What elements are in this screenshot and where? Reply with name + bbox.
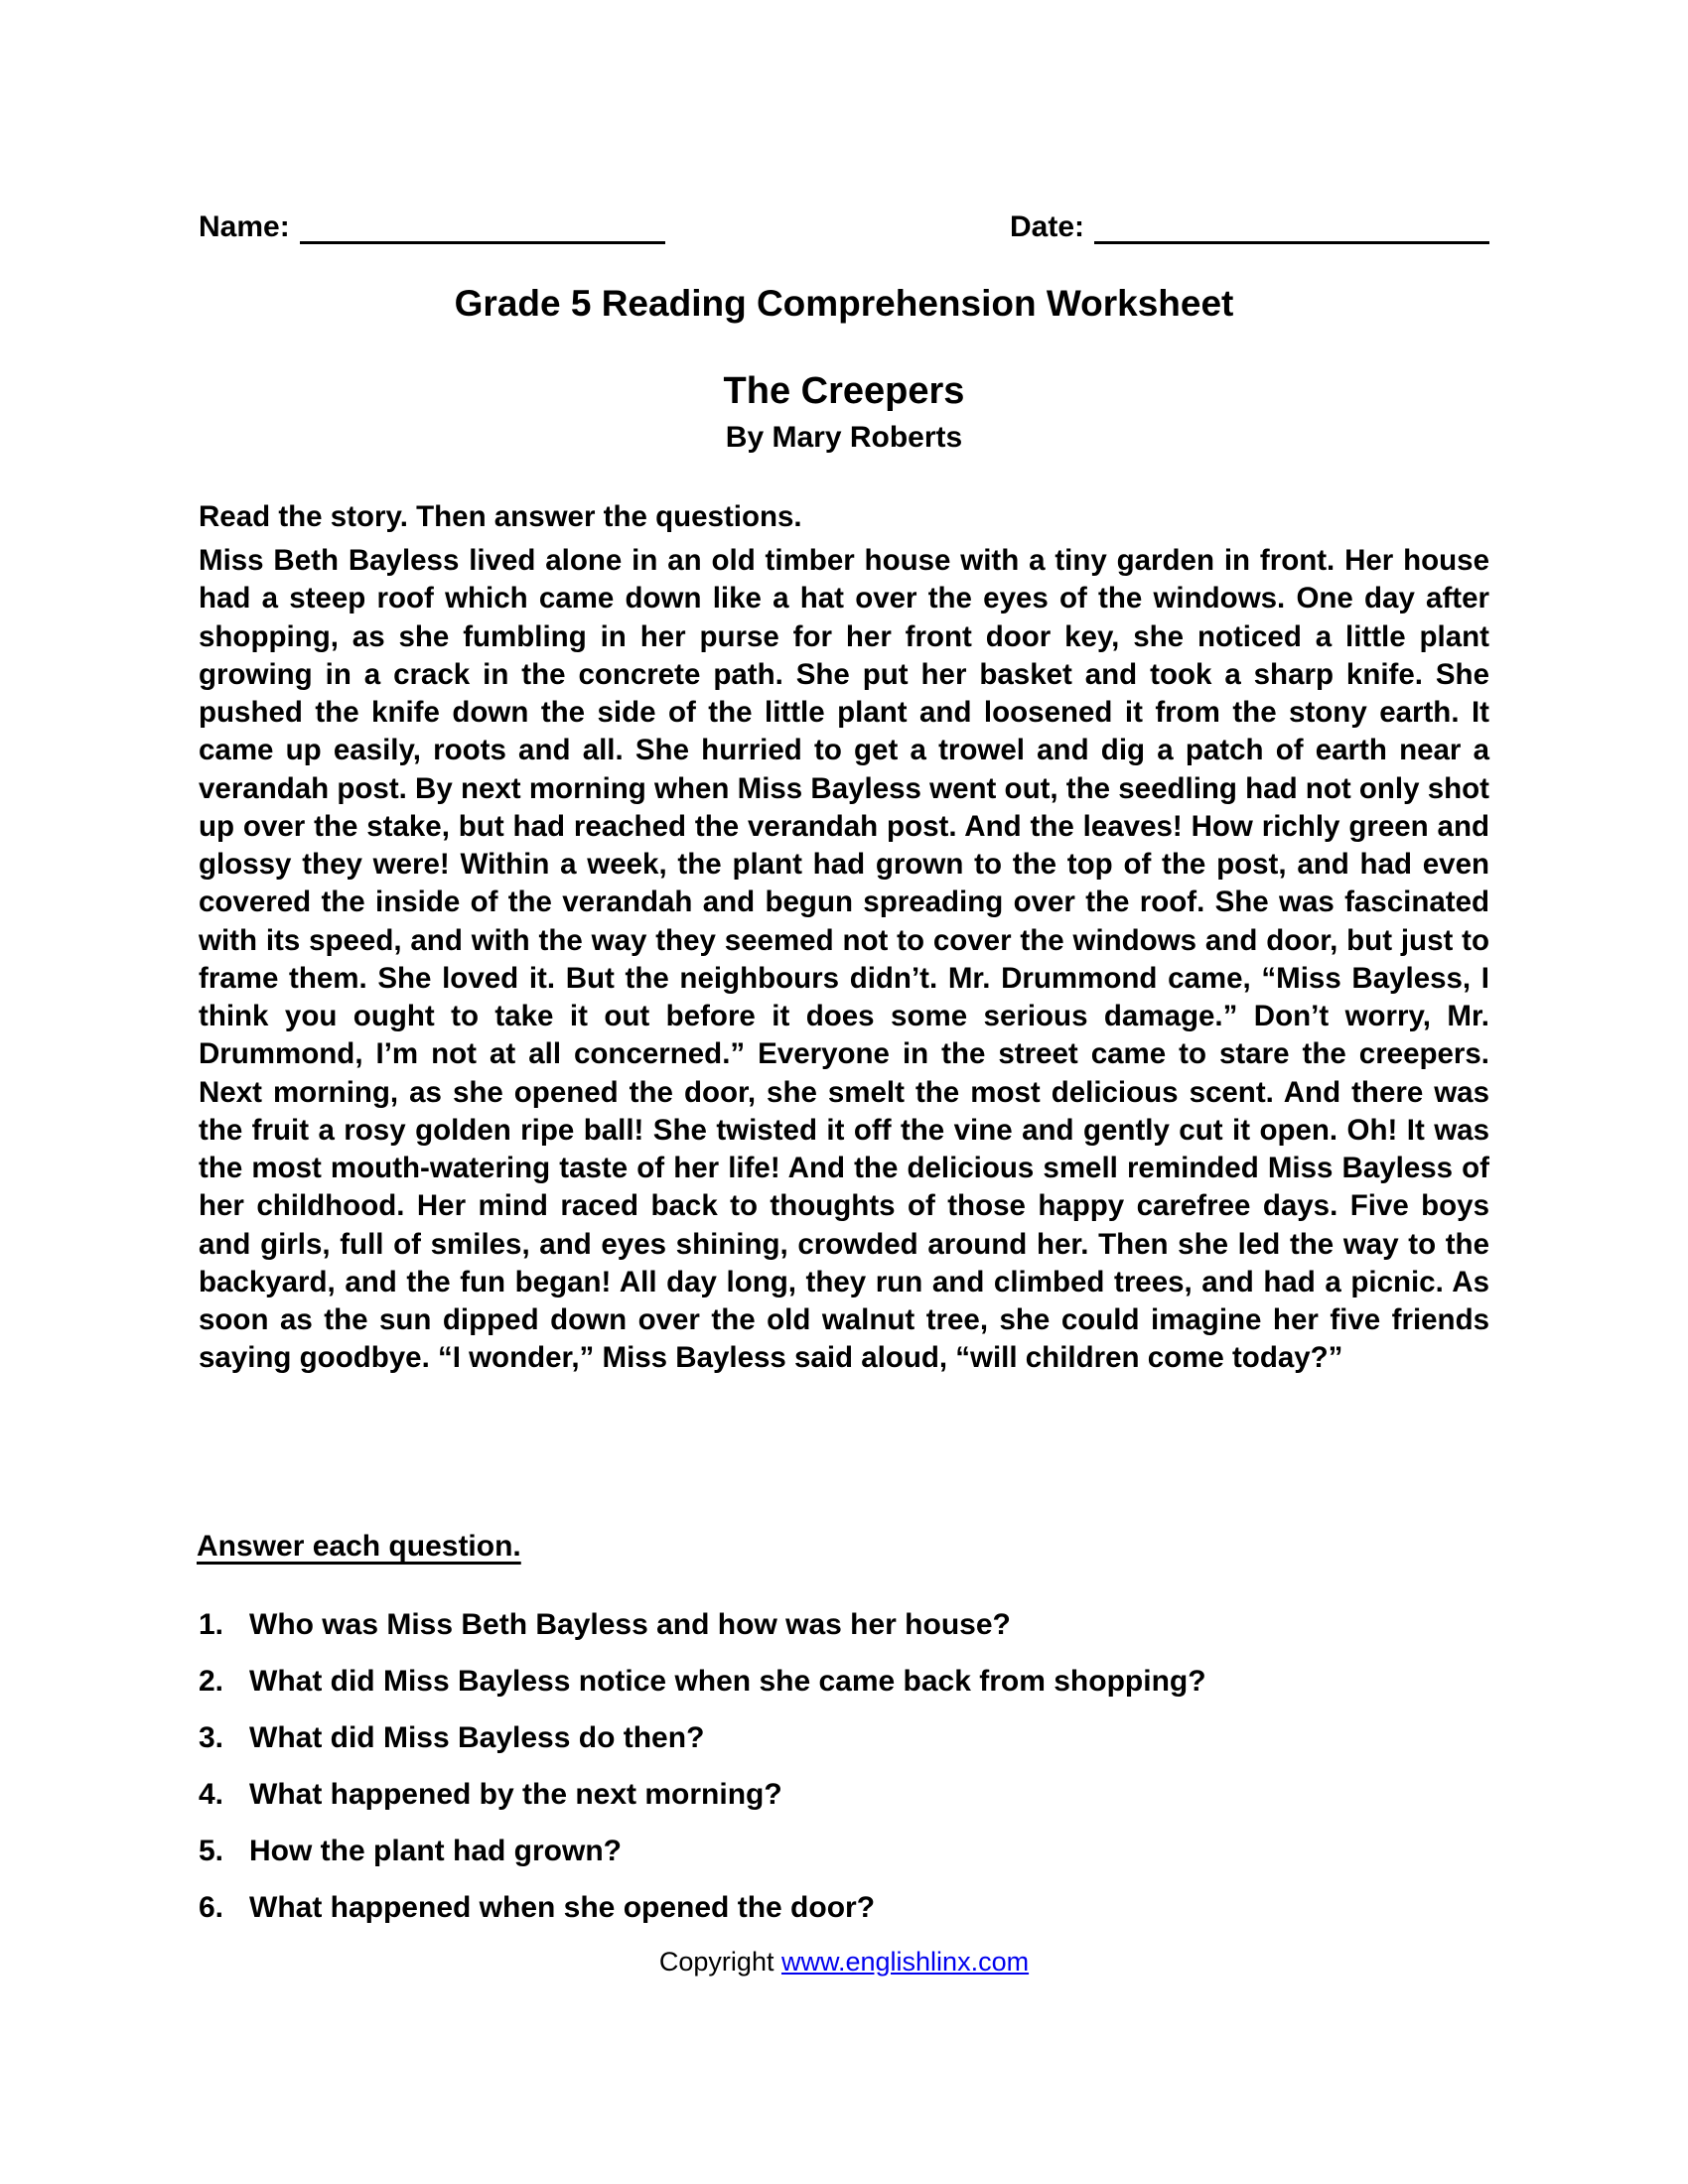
question-text: What did Miss Bayless notice when she came back from shopping? xyxy=(249,1665,1206,1698)
question-item-3 xyxy=(199,1723,1489,1753)
question-text: Who was Miss Beth Bayless and how was her house? xyxy=(249,1608,1011,1641)
question-item-6 xyxy=(199,1893,1489,1923)
story-paragraph: Miss Beth Bayless lived alone in an old timber house with a tiny garden in front. Her house had a steep roof which came down like a hat over the eyes of the windows. One day after shopping, as she fumbling in her purse for her front door key, she noticed a little plant growing in a crack in the concrete path. She put her basket and took a sharp knife. She pushed the knife down the side of the little plant and loosened it from the stony earth. It came up easily, roots and all. She hurried to get a trowel and dig a patch of earth near a verandah post. By next morning when Miss Bayless went out, the seedling had not only shot up over the stake, but had reached the verandah post. And the leaves! How richly green and glossy they were! Within a week, the plant had grown to the top of the post, and had even covered the inside of the verandah and begun spreading over the roof. She was fascinated with its speed, and with the way they seemed not to cover the windows and door, but just to frame them. She loved it. But the neighbours didn’t. Mr. Drummond came, “Miss Bayless, I think you ought to take it out before it does some serious damage.” Don’t worry, Mr. Drummond, I’m not at all concerned.” Everyone in the street came to stare the creepers. Next morning, as she opened the door, she smelt the most delicious scent. And there was the fruit a rosy golden ripe ball! She twisted it off the vine and gently cut it open. Oh! It was the most mouth-watering taste of her life! And the delicious smell reminded Miss Bayless of her childhood. Her mind raced back to thoughts of those happy carefree days. Five boys and girls, full of smiles, and eyes shining, crowded around her. Then she led the way to the backyard, and the fun began! All day long, they run and climbed trees, and had a picnic. As soon as the sun dipped down over the old walnut tree, she could imagine her five friends saying goodbye. “I wonder,” Miss Bayless said aloud, “will children come today?” xyxy=(199,544,1489,1375)
question-number: 5. xyxy=(199,1835,224,1867)
question-number: 2. xyxy=(199,1665,224,1698)
question-text: What happened when she opened the door? xyxy=(249,1891,876,1924)
question-item-4 xyxy=(199,1780,1489,1810)
date-label: Date: xyxy=(1009,210,1084,243)
answer-questions-heading: Answer each question. xyxy=(197,1530,521,1563)
question-number: 1. xyxy=(199,1608,224,1641)
read-instruction: Read the story. Then answer the questions. xyxy=(199,500,802,533)
name-label: Name: xyxy=(199,210,290,243)
date-blank-line[interactable] xyxy=(1094,214,1489,244)
name-field-group xyxy=(199,210,665,244)
name-blank-line[interactable] xyxy=(300,214,665,244)
name-date-row xyxy=(199,210,1489,244)
question-item-2 xyxy=(199,1667,1489,1697)
story-title: The Creepers xyxy=(723,370,965,412)
question-text: What happened by the next morning? xyxy=(249,1778,782,1811)
englishlinx-link[interactable]: www.englishlinx.com xyxy=(780,1947,1030,1977)
question-item-1 xyxy=(199,1610,1489,1640)
copyright-line xyxy=(0,1946,1688,1978)
question-item-5 xyxy=(199,1837,1489,1866)
story-byline: By Mary Roberts xyxy=(725,421,963,454)
question-number: 3. xyxy=(199,1721,224,1754)
question-number: 4. xyxy=(199,1778,224,1811)
questions-list xyxy=(199,1610,1489,1950)
worksheet-title: Grade 5 Reading Comprehension Worksheet xyxy=(454,283,1234,324)
date-field-group xyxy=(1010,210,1489,244)
question-number: 6. xyxy=(199,1891,224,1924)
copyright-label: Copyright xyxy=(658,1947,774,1977)
question-text: What did Miss Bayless do then? xyxy=(249,1721,705,1754)
question-text: How the plant had grown? xyxy=(249,1835,622,1867)
